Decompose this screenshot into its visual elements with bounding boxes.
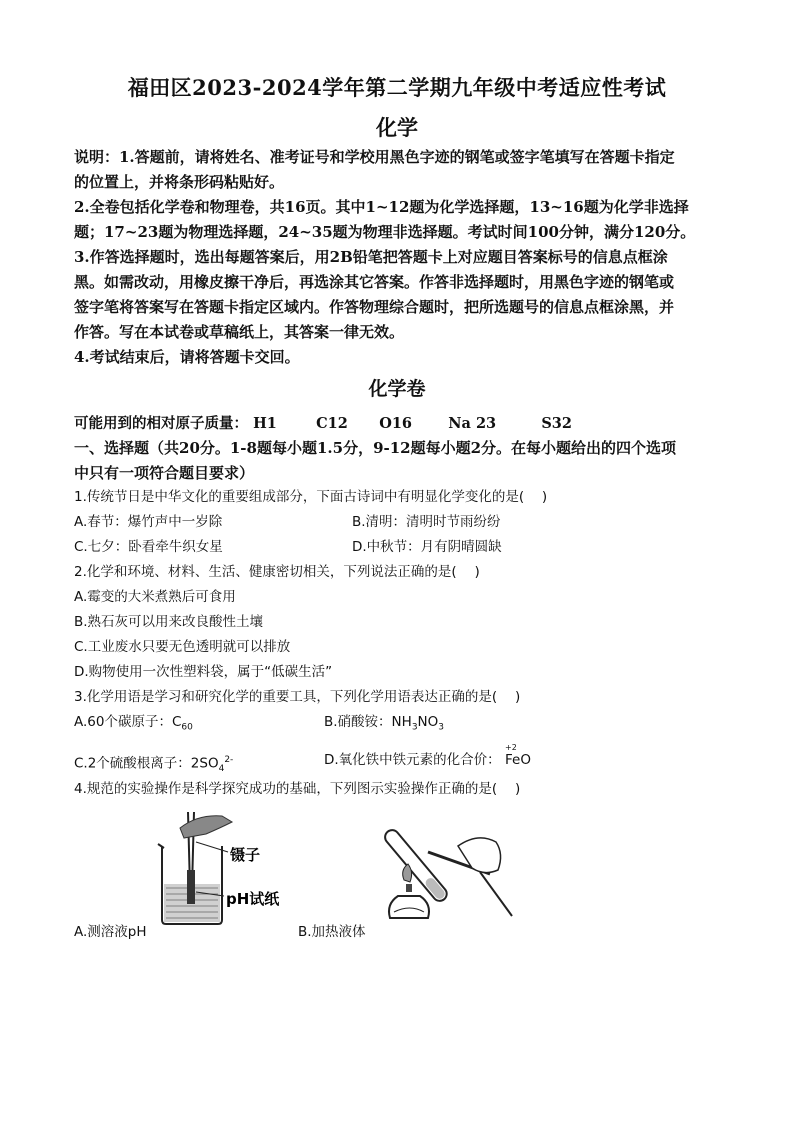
atomic-mass-item: S32 (541, 415, 572, 432)
instruction-line: 黑。如需改动，用橡皮擦干净后，再选涂其它答案。作答非选择题时，用黑色字迹的钢笔或 (74, 273, 675, 291)
atomic-mass-item: C12 (316, 415, 348, 432)
atomic-mass-item: H1 (253, 415, 277, 432)
question-1-option-a: A.春节：爆竹声中一岁除 (74, 514, 223, 530)
instruction-line: 说明：1.答题前，请将姓名、准考证号和学校用黑色字迹的钢笔或签字笔填写在答题卡指定 (74, 148, 675, 166)
section-heading (74, 436, 724, 486)
question-3-option-c (74, 750, 233, 779)
question-1-option-b: B.清明：清明时节雨纷纷 (352, 514, 501, 530)
atomic-masses-label: 可能用到的相对原子质量： (74, 415, 248, 432)
instruction-line: 2.全卷包括化学卷和物理卷，共16页。其中1~12题为化学选择题，13~16题为化学非选择 (74, 198, 689, 216)
question-3-option-a (74, 712, 193, 738)
question-3-stem: 3.化学用语是学习和研究化学的重要工具，下列化学用语表达正确的是( ) (74, 689, 521, 705)
question-4-option-a: A.测溶液pH (74, 924, 147, 940)
option-text: B.硝酸铵：NH (324, 714, 412, 730)
subscript: 3 (438, 722, 445, 733)
subscript: 3 (411, 722, 418, 733)
question-2-stem: 2.化学和环境、材料、生活、健康密切相关，下列说法正确的是( ) (74, 564, 480, 580)
question-2-option-d: D.购物使用一次性塑料袋，属于“低碳生活” (74, 664, 333, 680)
option-text: C.2个硫酸根离子：2SO (74, 755, 219, 772)
paper-title: 化学卷 (368, 378, 426, 400)
question-2-option-a: A.霉变的大米煮熟后可食用 (74, 589, 236, 605)
atomic-mass-item: Na 23 (448, 415, 497, 432)
option-text: D.氧化铁中铁元素的化合价： (324, 752, 501, 768)
heating-liquid-figure (380, 812, 520, 924)
question-2-option-c: C.工业废水只要无色透明就可以排放 (74, 639, 291, 655)
superscript: 2- (224, 755, 234, 765)
question-1-option-c: C.七夕：卧看牵牛织女星 (74, 539, 223, 555)
atomic-masses (74, 412, 572, 433)
atomic-mass-item: O16 (379, 415, 412, 432)
instruction-line: 签字笔将答案写在答题卡指定区域内。作答物理综合题时，把所选题号的信息点框涂黑，并 (74, 298, 675, 316)
formula-text: FeO (504, 752, 531, 768)
question-1-stem: 1.传统节日是中华文化的重要组成部分，下面古诗词中有明显化学变化的是( ) (74, 489, 548, 505)
subscript: 60 (181, 722, 193, 733)
exam-title: 福田区2023-2024学年第二学期九年级中考适应性考试 (127, 75, 667, 100)
option-text: A.60个碳原子：C (74, 714, 182, 730)
instruction-line: 4.考试结束后，请将答题卡交回。 (74, 348, 300, 366)
ph-test-figure (150, 808, 300, 928)
ph-paper-label: pH试纸 (226, 890, 280, 908)
question-2-option-b: B.熟石灰可以用来改良酸性土壤 (74, 614, 264, 630)
question-1-option-d: D.中秋节：月有阴晴圆缺 (352, 539, 502, 555)
question-4-stem: 4.规范的实验操作是科学探究成功的基础，下列图示实验操作正确的是( ) (74, 781, 521, 797)
section-heading-line: 中只有一项符合题目要求） (74, 464, 255, 482)
instructions (74, 145, 724, 370)
question-3-option-d (324, 743, 531, 770)
iron-oxide-formula (504, 743, 531, 770)
subject-heading: 化学 (376, 115, 418, 140)
oxidation-state: +2 (504, 743, 517, 752)
question-3-option-b (324, 712, 444, 738)
tweezers-label: 镊子 (230, 846, 261, 864)
instruction-line: 的位置上，并将条形码粘贴好。 (74, 173, 285, 191)
option-text: NO (417, 714, 439, 730)
instruction-line: 3.作答选择题时，选出每题答案后，用2B铅笔把答题卡上对应题目答案标号的信息点框涂 (74, 248, 668, 266)
instruction-line: 作答。写在本试卷或草稿纸上，其答案一律无效。 (74, 323, 405, 341)
subscript: 4 (218, 764, 225, 775)
instruction-line: 题；17~23题为物理选择题，24~35题为物理非选择题。考试时间100分钟，满分120分。 (74, 223, 696, 241)
section-heading-line: 一、选择题（共20分。1-8题每小题1.5分，9-12题每小题2分。在每小题给出的四个选项 (74, 439, 677, 457)
question-4-option-b: B.加热液体 (298, 924, 366, 940)
